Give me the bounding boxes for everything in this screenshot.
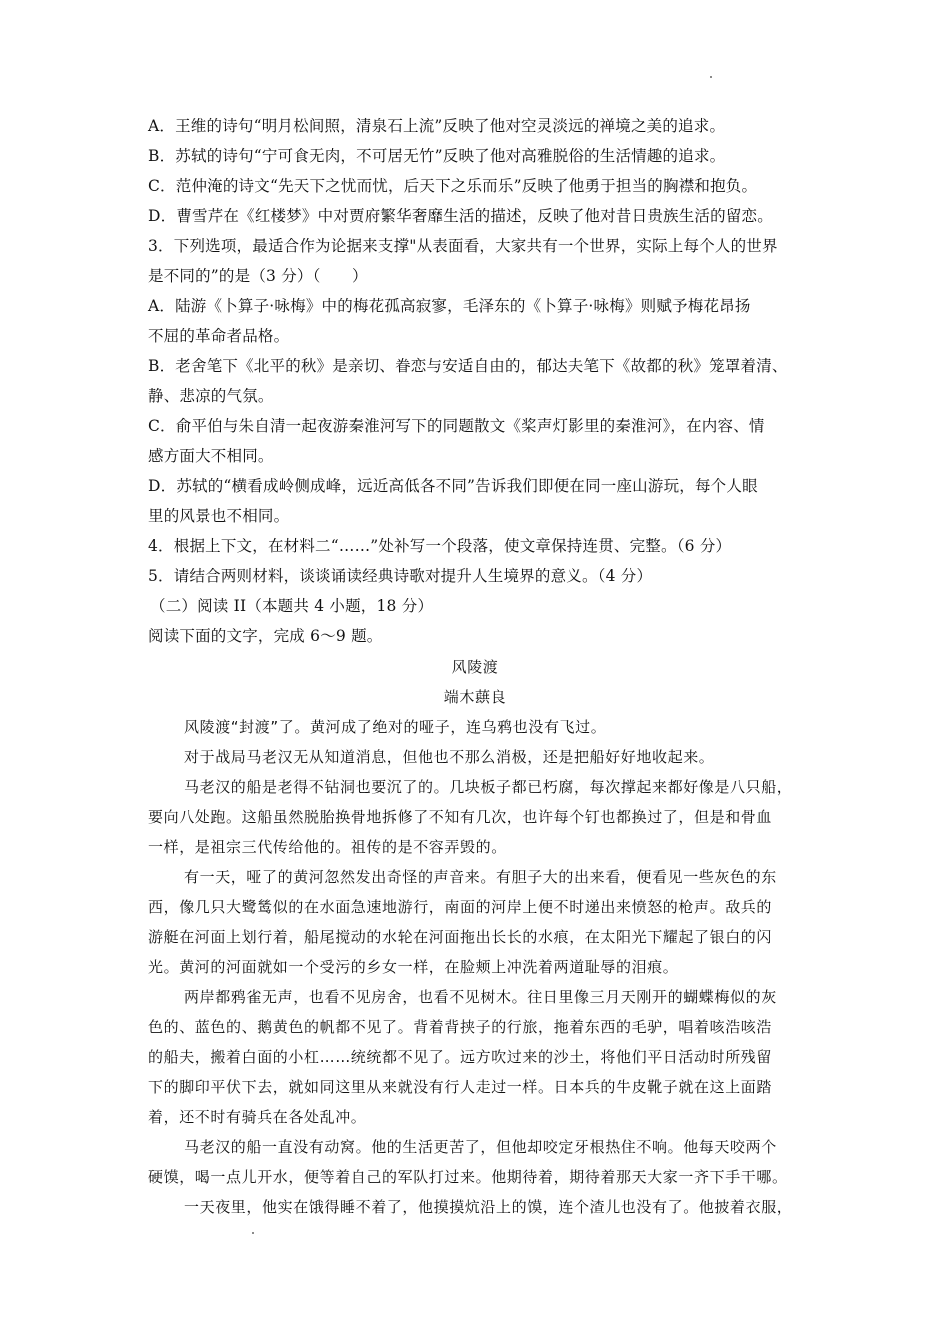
q3-option-d-line-1: D．苏轼的“横看成岭侧成峰，远近高低各不同”告诉我们即便在同一座山游玩，每个人眼: [148, 477, 758, 495]
section-heading: （二）阅读 II（本题共 4 小题，18 分）: [150, 597, 434, 615]
section-instruction: 阅读下面的文字，完成 6～9 题。: [148, 627, 383, 645]
story-line: 一样，是祖宗三代传给他的。祖传的是不容弄毁的。: [148, 838, 507, 856]
q4-text: 4．根据上下文，在材料二“……”处补写一个段落，使文章保持连贯、完整。（6 分）: [148, 537, 732, 555]
story-line: 的船夫，搬着白面的小杠……统统都不见了。远方吹过来的沙土，将他们平日活动时所残留: [148, 1048, 773, 1066]
q3-stem-line-2: 是不同的”的是（3 分）（ ）: [148, 267, 368, 285]
story-author: 端木蕻良: [443, 688, 507, 706]
story-line: 马老汉的船一直没有动窝。他的生活更苦了，但他却咬定牙根热住不响。他每天咬两个: [184, 1138, 777, 1156]
story-line: 下的脚印平伏下去，就如同这里从来就没有行人走过一样。日本兵的牛皮靴子就在这上面踏: [148, 1078, 773, 1096]
scan-dot-top: [710, 76, 712, 78]
story-line: 着，还不时有骑兵在各处乱冲。: [148, 1108, 367, 1126]
q2-option-d: D．曹雪芹在《红楼梦》中对贾府繁华奢靡生活的描述，反映了他对昔日贵族生活的留恋。: [148, 207, 773, 225]
story-line: 硬馍，喝一点儿开水，便等着自己的军队打过来。他期待着，期待着那天大家一齐下手干哪。: [148, 1168, 788, 1186]
story-line: 对于战局马老汉无从知道消息，但他也不那么消极，还是把船好好地收起来。: [184, 748, 715, 766]
story-line: 风陵渡“封渡”了。黄河成了绝对的哑子，连乌鸦也没有飞过。: [184, 718, 607, 736]
q3-option-b-line-2: 静、悲凉的气氛。: [148, 387, 274, 405]
scan-dot-bottom: [252, 1232, 254, 1234]
q3-option-d-line-2: 里的风景也不相同。: [148, 507, 290, 525]
story-line: 马老汉的船是老得不钻洞也要沉了的。几块板子都已朽腐，每次撑起来都好像是八只船，: [184, 778, 793, 796]
story-line: 西，像几只大鹭鸶似的在水面急速地游行，南面的河岸上便不时递出来愤怒的枪声。敌兵的: [148, 898, 773, 916]
q3-option-c-line-2: 感方面大不相同。: [148, 447, 274, 465]
q3-option-c-line-1: C．俞平伯与朱自清一起夜游秦淮河写下的同题散文《桨声灯影里的秦淮河》，在内容、情: [148, 417, 765, 435]
q3-option-a-line-1: A．陆游《卜算子·咏梅》中的梅花孤高寂寥，毛泽东的《卜算子·咏梅》则赋予梅花昂扬: [148, 297, 751, 315]
story-line: 色的、蓝色的、鹅黄色的帆都不见了。背着背挟子的行旅，拖着东西的毛驴，唱着咳浩咳浩: [148, 1018, 773, 1036]
q2-option-b: B．苏轼的诗句“宁可食无肉，不可居无竹”反映了他对高雅脱俗的生活情趣的追求。: [148, 147, 726, 165]
story-line: 游艇在河面上划行着，船尾搅动的水轮在河面拖出长长的水痕，在太阳光下耀起了银白的闪: [148, 928, 773, 946]
q2-option-a: A．王维的诗句“明月松间照，清泉石上流”反映了他对空灵淡远的禅境之美的追求。: [148, 117, 726, 135]
story-line: 一天夜里，他实在饿得睡不着了，他摸摸炕沿上的馍，连个渣儿也没有了。他披着衣服，: [184, 1198, 793, 1216]
q3-option-b-line-1: B．老舍笔下《北平的秋》是亲切、眷恋与安适自由的，郁达夫笔下《故都的秋》笼罩着清、: [148, 357, 788, 375]
story-line: 有一天，哑了的黄河忽然发出奇怪的声音来。有胆子大的出来看，便看见一些灰色的东: [184, 868, 777, 886]
story-line: 两岸都鸦雀无声，也看不见房舍，也看不见树木。往日里像三月天刚开的蝴蝶梅似的灰: [184, 988, 777, 1006]
q3-option-a-line-2: 不屈的革命者品格。: [148, 327, 290, 345]
story-line: 光。黄河的河面就如一个受污的乡女一样，在脸颊上冲洗着两道耻辱的泪痕。: [148, 958, 679, 976]
q2-option-c: C．范仲淹的诗文“先天下之忧而忧，后天下之乐而乐”反映了他勇于担当的胸襟和抱负。: [148, 177, 758, 195]
story-line: 要向八处跑。这船虽然脱胎换骨地拆修了不知有几次，也许每个钉也都换过了，但是和骨血: [148, 808, 773, 826]
story-title: 风陵渡: [451, 658, 499, 676]
q5-text: 5．请结合两则材料，谈谈诵读经典诗歌对提升人生境界的意义。（4 分）: [148, 567, 653, 585]
q3-stem-line-1: 3．下列选项，最适合作为论据来支撑"从表面看，大家共有一个世界，实际上每个人的世界: [148, 237, 778, 255]
